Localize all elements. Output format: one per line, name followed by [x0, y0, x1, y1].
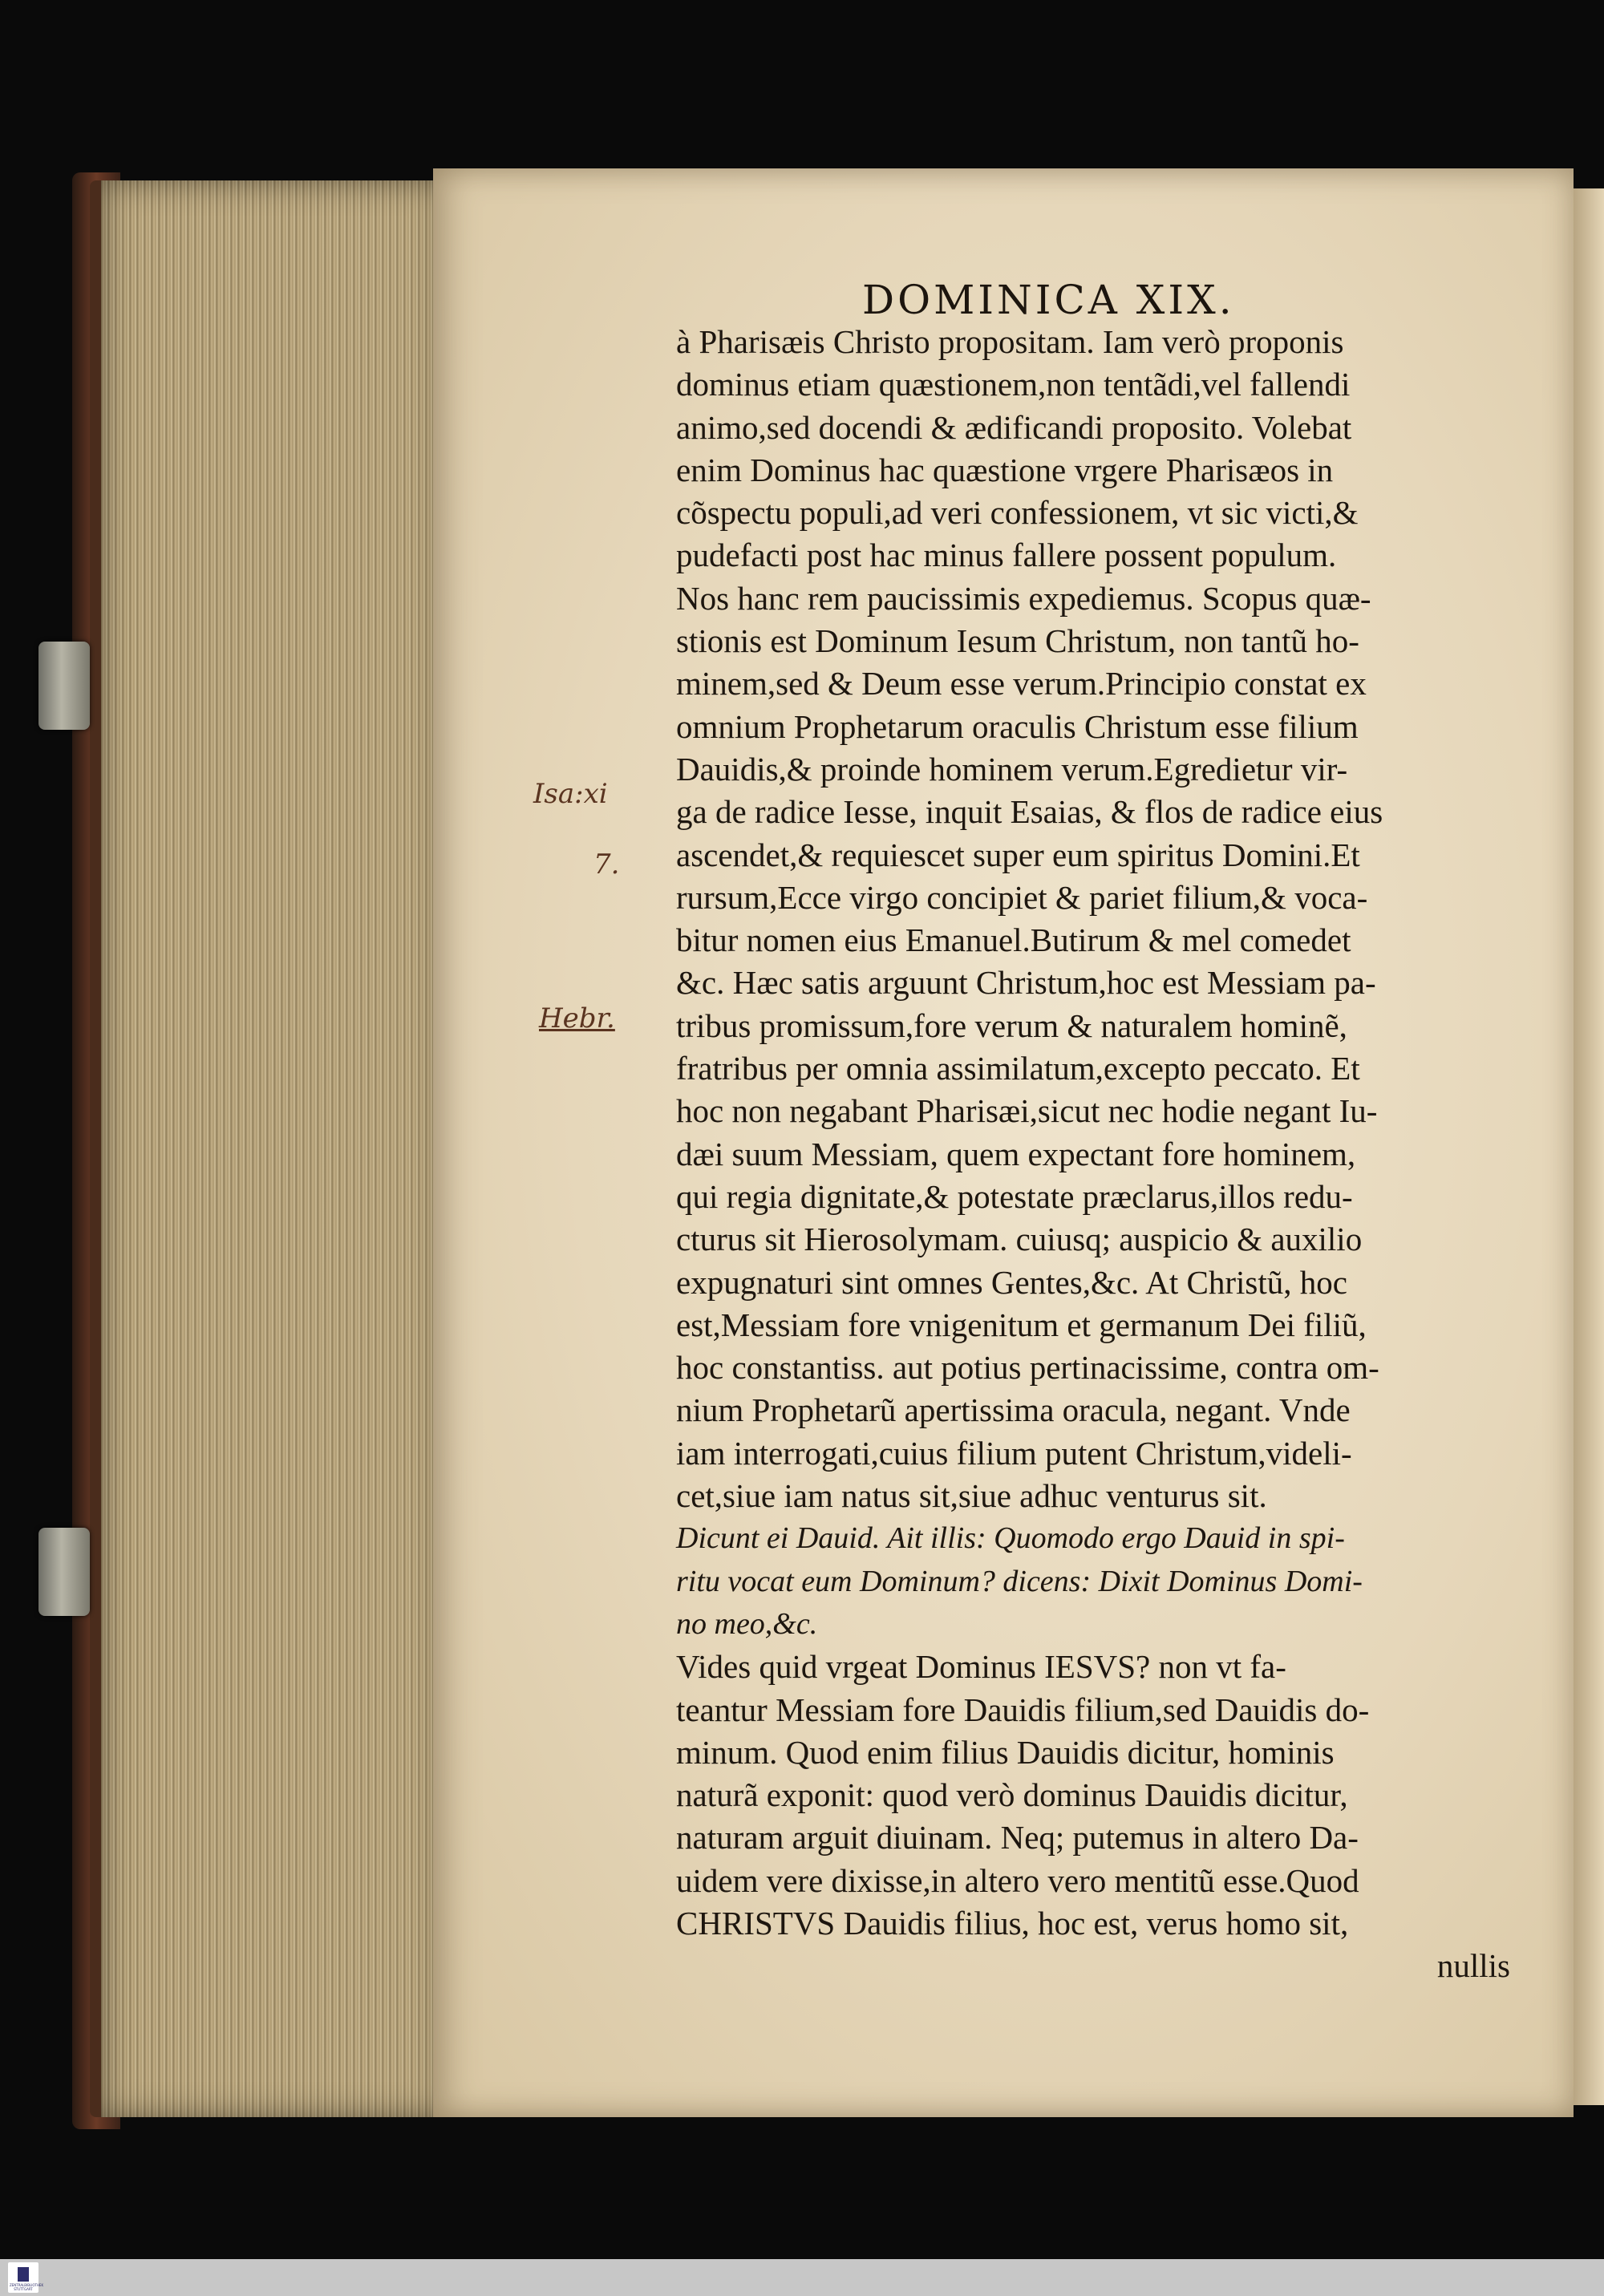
scripture-quote-line: no meo,&c.: [676, 1606, 818, 1641]
text-line: bitur nomen eius Emanuel.Butirum & mel comedet: [676, 921, 1351, 959]
text-line: iam interrogati,cuius filium putent Christum,videli-: [676, 1434, 1352, 1472]
facing-page-edge: [1574, 188, 1604, 2105]
running-head: DOMINICA XIX.: [862, 277, 1235, 323]
lower-clasp: [38, 1528, 90, 1616]
margin-note-hebrews: Hebr.: [539, 1002, 615, 1035]
scripture-quote-line: ritu vocat eum Dominum? dicens: Dixit Dominus Domi-: [676, 1564, 1363, 1598]
text-line: cõspectu populi,ad veri confessionem, vt sic victi,&: [676, 494, 1359, 532]
upper-clasp: [38, 642, 90, 730]
text-line: ascendet,& requiescet super eum spiritus Domini.Et: [676, 836, 1360, 873]
text-line: fratribus per omnia assimilatum,excepto peccato. Et: [676, 1050, 1360, 1087]
text-line: nium Prophetarũ apertissima oracula, negant. Vnde: [676, 1391, 1351, 1429]
text-line: minum. Quod enim filius Dauidis dicitur, hominis: [676, 1733, 1335, 1771]
catchword: nullis: [1436, 1947, 1510, 1985]
text-line: Dauidis,& proinde hominem verum.Egredietur vir-: [676, 750, 1348, 788]
text-line: à Pharisæis Christo propositam. Iam verò proponis: [676, 323, 1344, 360]
text-line: qui regia dignitate,& potestate præclarus,illos redu-: [676, 1177, 1353, 1215]
library-logo-icon: [18, 2267, 29, 2282]
text-line: expugnaturi sint omnes Gentes,&c. At Christũ, hoc: [676, 1263, 1347, 1301]
text-line: est,Messiam fore vnigenitum et germanum Dei filiũ,: [676, 1306, 1367, 1343]
library-logo[interactable]: [8, 2262, 44, 2293]
text-line: &c. Hæc satis arguunt Christum,hoc est Messiam pa-: [676, 964, 1376, 1002]
text-line: Vides quid vrgeat Dominus IESVS? non vt fa-: [676, 1648, 1286, 1686]
text-line: pudefacti post hac minus fallere possent populum.: [676, 537, 1337, 574]
text-line: tribus promissum,fore verum & naturalem hominẽ,: [676, 1006, 1347, 1044]
text-line: dominus etiam quæstionem,non tentãdi,vel fallendi: [676, 366, 1351, 403]
text-line: hoc constantiss. aut potius pertinacissime, contra om-: [676, 1349, 1379, 1387]
library-logo-text: ZENTRALBIBLIOTHEK STUTTGART: [10, 2283, 44, 2291]
text-line: hoc non negabant Pharisæi,sicut nec hodie negant Iu-: [676, 1092, 1378, 1130]
text-line: minem,sed & Deum esse verum.Principio constat ex: [676, 665, 1367, 703]
text-line: uidem vere dixisse,in altero vero mentitũ esse.Quod: [676, 1861, 1359, 1899]
text-line: naturam arguit diuinam. Neq; putemus in altero Da-: [676, 1819, 1359, 1857]
margin-note-verse: 7.: [593, 848, 620, 881]
text-line: animo,sed docendi & ædificandi proposito. Volebat: [676, 408, 1352, 446]
text-line: enim Dominus hac quæstione vrgere Pharisæos in: [676, 451, 1334, 488]
text-line: naturã exponit: quod verò dominus Dauidis dicitur,: [676, 1776, 1348, 1814]
text-line: Nos hanc rem paucissimis expediemus. Scopus quæ-: [676, 579, 1371, 617]
text-line: dæi suum Messiam, quem expectant fore hominem,: [676, 1135, 1356, 1172]
text-line: omnium Prophetarum oraculis Christum esse filium: [676, 707, 1359, 745]
text-line: stionis est Dominum Iesum Christum, non tantũ ho-: [676, 622, 1359, 660]
text-line: rursum,Ecce virgo concipiet & pariet filium,& voca-: [676, 878, 1368, 916]
scripture-quote-line: Dicunt ei Dauid. Ait illis: Quomodo ergo Dauid in spi-: [676, 1521, 1345, 1556]
page-edges: [90, 180, 446, 2117]
text-line: cet,siue iam natus sit,siue adhuc venturus sit.: [676, 1477, 1267, 1515]
viewer-footer-bar: [0, 2259, 1604, 2296]
text-line: CHRISTVS Dauidis filius, hoc est, verus homo sit,: [676, 1904, 1349, 1942]
margin-note-isaiah: Isa:xi: [533, 778, 608, 810]
text-line: teantur Messiam fore Dauidis filium,sed Dauidis do-: [676, 1691, 1370, 1728]
text-line: cturus sit Hierosolymam. cuiusq; auspicio & auxilio: [676, 1221, 1363, 1258]
text-line: ga de radice Iesse, inquit Esaias, & flos de radice eius: [676, 793, 1383, 831]
body-text: [676, 321, 1510, 1988]
